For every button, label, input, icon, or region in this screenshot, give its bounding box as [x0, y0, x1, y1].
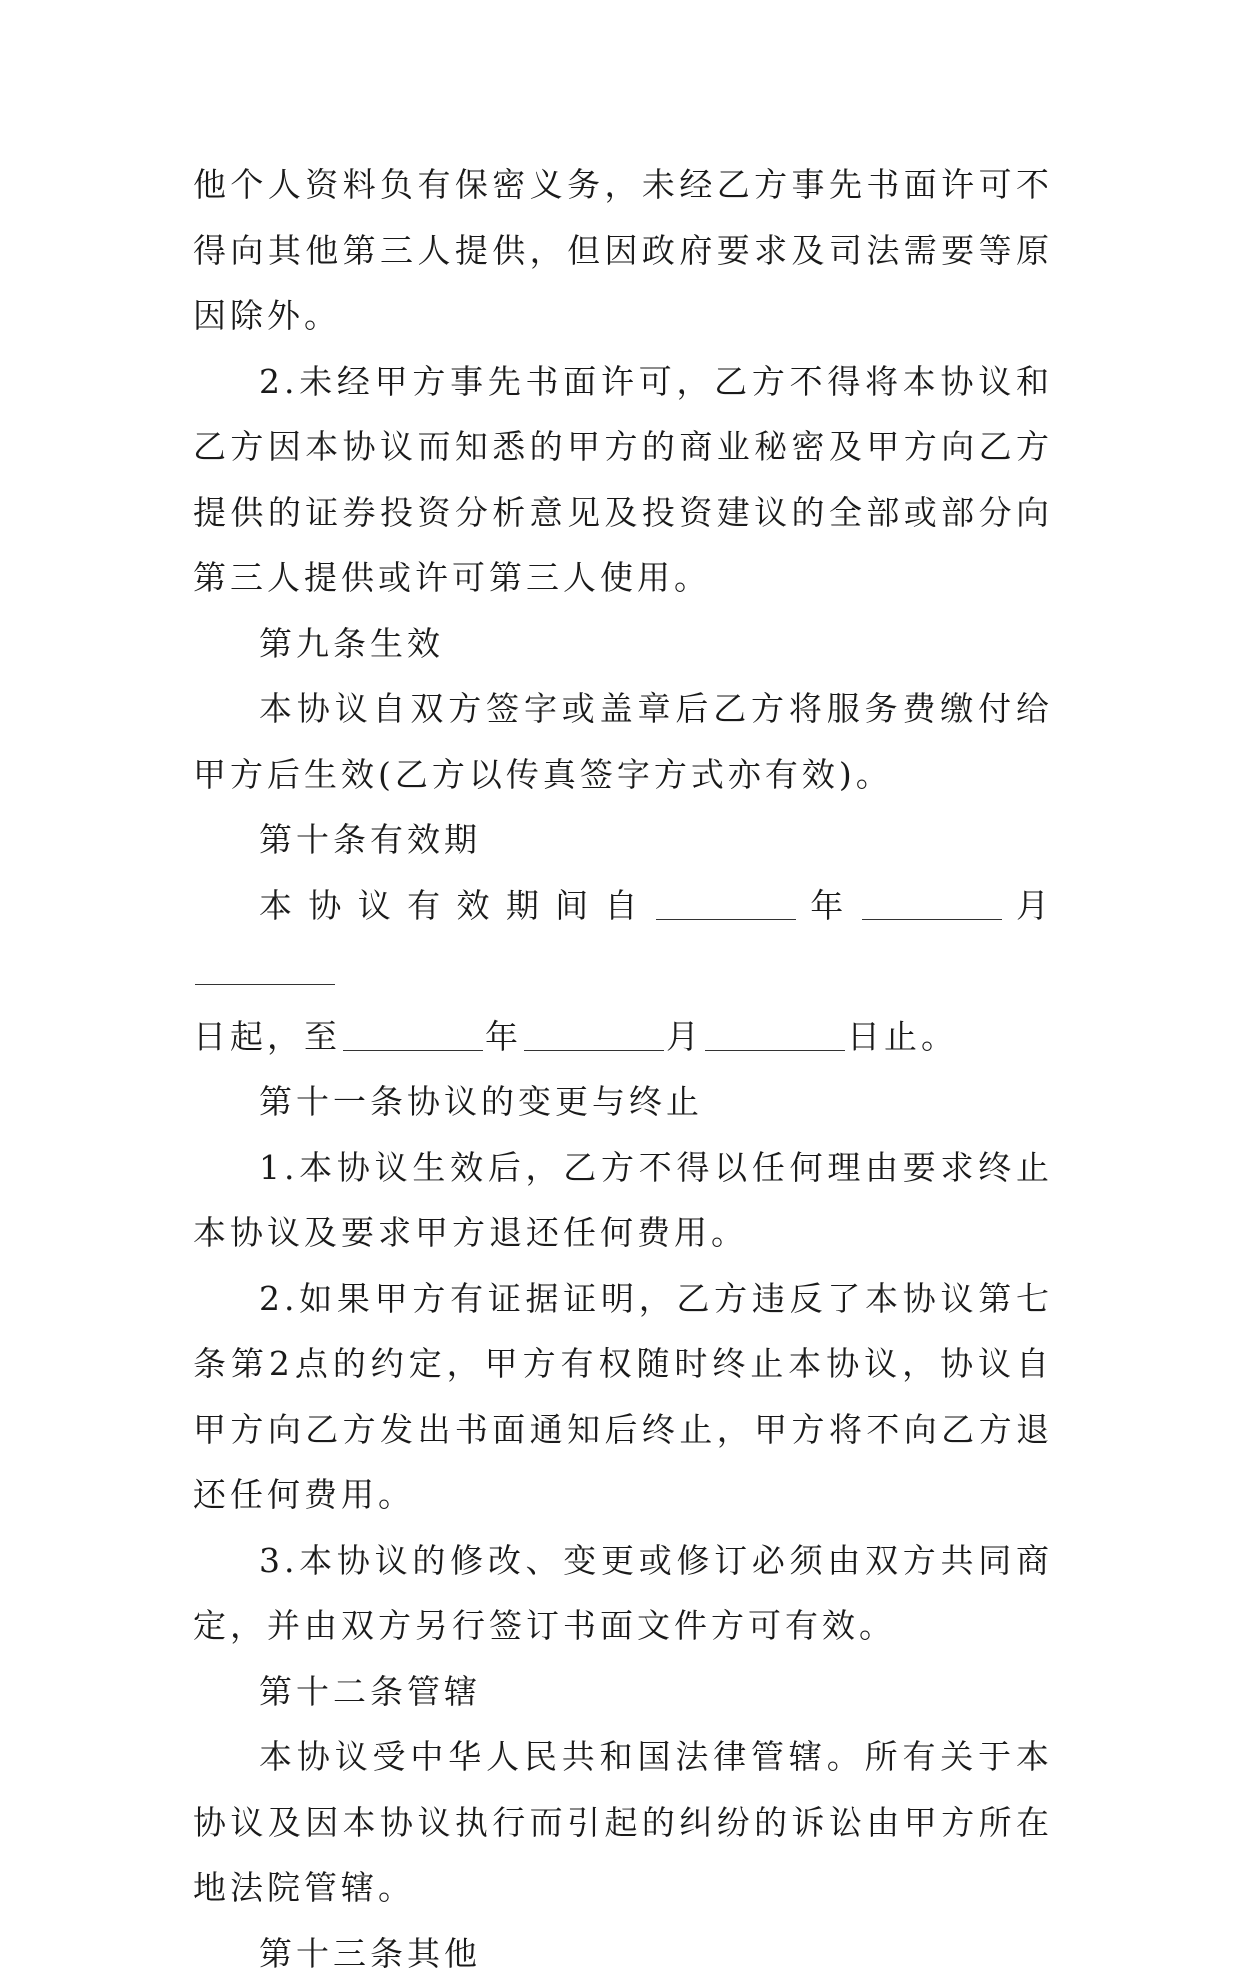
- paragraph-termination-2: 2.如果甲方有证据证明，乙方违反了本协议第七条第2点的约定，甲方有权随时终止本协议，协议自甲方向乙方发出书面通知后终止，甲方将不向乙方退还任何费用。: [193, 1266, 1053, 1528]
- heading-article-13: 第十三条其他: [193, 1921, 1053, 1986]
- term-month-1: 月: [1004, 886, 1053, 925]
- term-line2-prefix: 日起，至: [193, 1017, 341, 1056]
- term-month-2: 月: [666, 1017, 703, 1056]
- paragraph-termination-1: 1.本协议生效后，乙方不得以任何理由要求终止本协议及要求甲方退还任何费用。: [193, 1135, 1053, 1266]
- blank-end-month: [524, 1010, 664, 1051]
- heading-article-9: 第九条生效: [193, 611, 1053, 677]
- term-year-1: 年: [798, 886, 860, 925]
- blank-start-month: [862, 879, 1002, 920]
- term-prefix: 本协议有效期间自: [259, 886, 654, 925]
- blank-end-day: [705, 1010, 845, 1051]
- heading-article-10: 第十条有效期: [193, 807, 1053, 873]
- blank-end-year: [343, 1010, 483, 1051]
- heading-article-11: 第十一条协议的变更与终止: [193, 1069, 1053, 1135]
- term-suffix: 日止。: [847, 1017, 958, 1056]
- paragraph-clause-2: 2.未经甲方事先书面许可，乙方不得将本协议和乙方因本协议而知悉的甲方的商业秘密及甲方向乙方提供的证券投资分析意见及投资建议的全部或部分向第三人提供或许可第三人使用。: [193, 349, 1053, 611]
- document-body: [193, 152, 1053, 1986]
- blank-start-day: [195, 944, 335, 985]
- paragraph-jurisdiction: 本协议受中华人民共和国法律管辖。所有关于本协议及因本协议执行而引起的纠纷的诉讼由甲方所在地法院管辖。: [193, 1724, 1053, 1921]
- paragraph-termination-3: 3.本协议的修改、变更或修订必须由双方共同商定，并由双方另行签订书面文件方可有效。: [193, 1528, 1053, 1659]
- paragraph-confidentiality-continued: 他个人资料负有保密义务，未经乙方事先书面许可不得向其他第三人提供，但因政府要求及司法需要等原因除外。: [193, 152, 1053, 349]
- term-year-2: 年: [485, 1017, 522, 1056]
- heading-article-12: 第十二条管辖: [193, 1659, 1053, 1725]
- paragraph-validity-period: [193, 873, 1053, 1070]
- paragraph-effectiveness: 本协议自双方签字或盖章后乙方将服务费缴付给甲方后生效(乙方以传真签字方式亦有效)。: [193, 676, 1053, 807]
- blank-start-year: [656, 879, 796, 920]
